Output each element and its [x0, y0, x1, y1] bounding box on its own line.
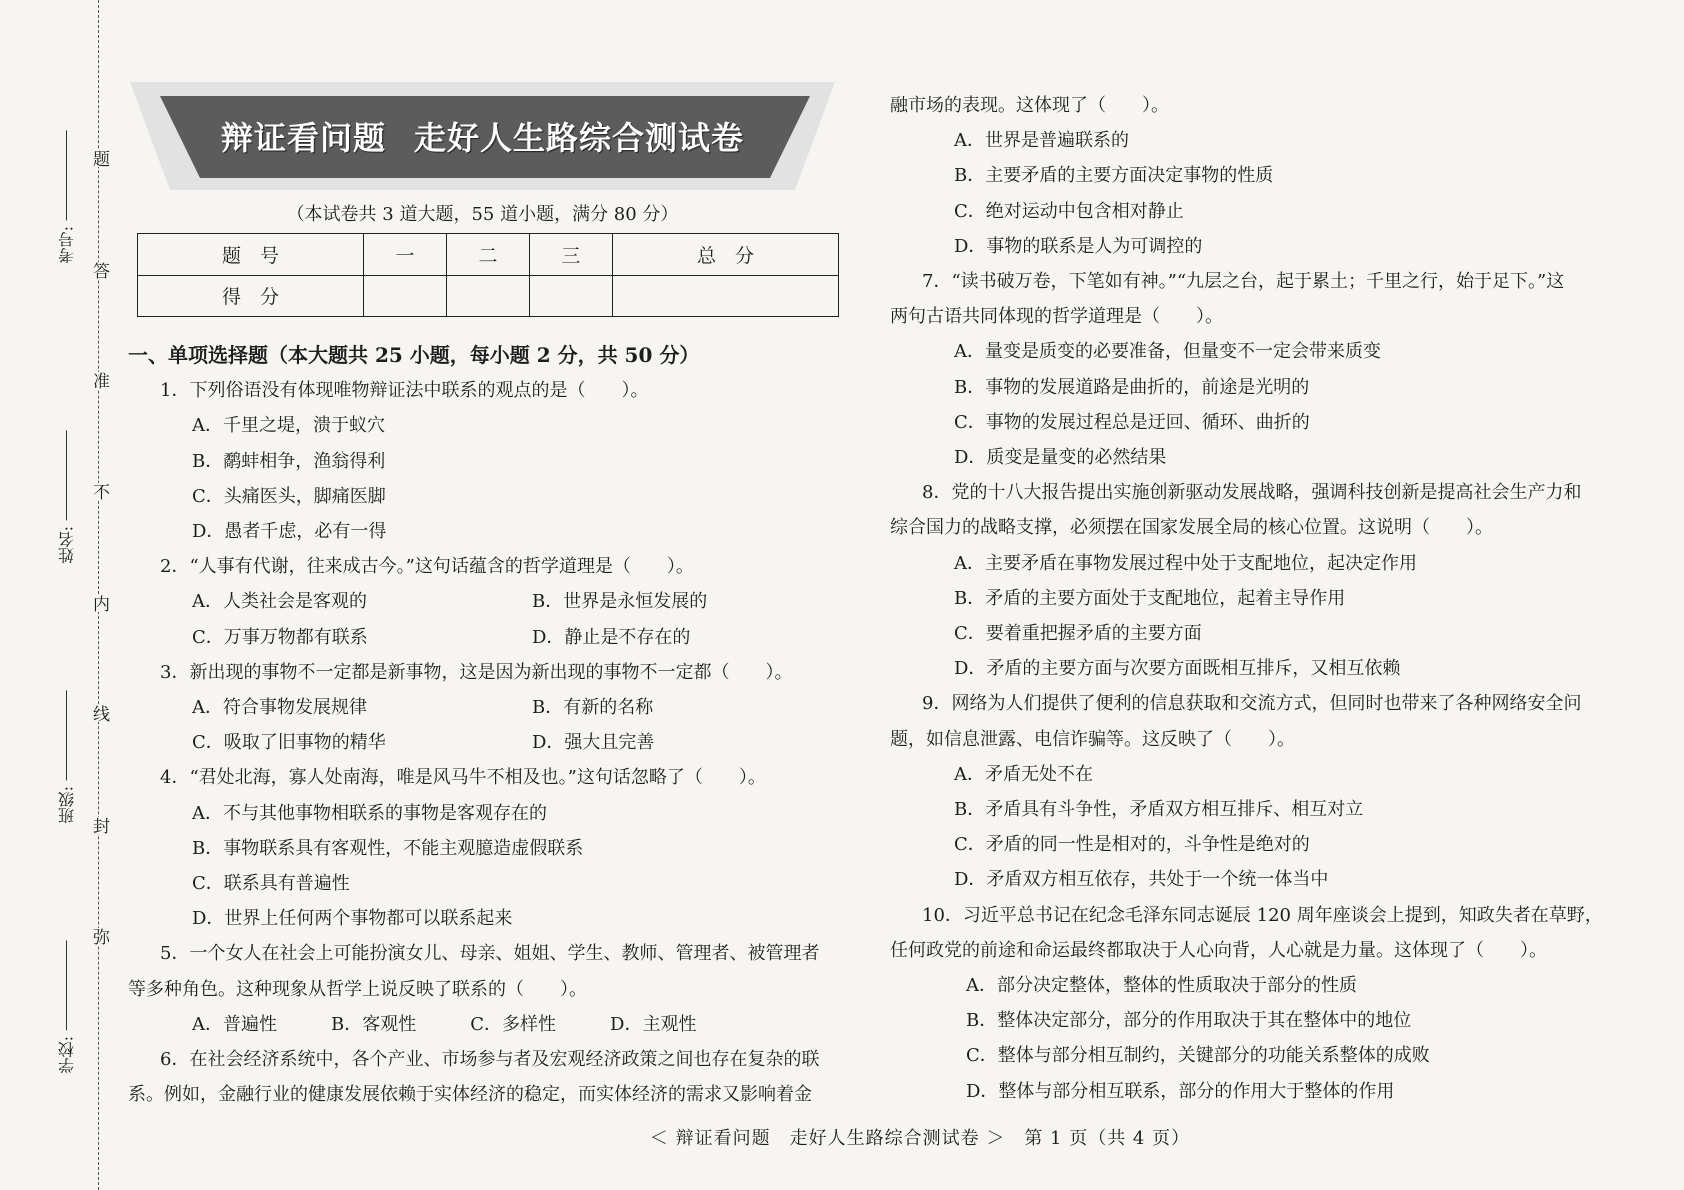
option: A．部分决定整体，整体的性质取决于部分的性质 [966, 975, 1357, 997]
option: D．主观性 [610, 1013, 697, 1035]
option: C．多样性 [470, 1013, 557, 1035]
cut-char: 题 [89, 150, 109, 167]
option: C．整体与部分相互制约，关键部分的功能关系整体的成败 [966, 1045, 1430, 1067]
option: B．鹬蚌相争，渔翁得利 [192, 450, 386, 472]
question-cont: 等多种角色。这种现象从哲学上说反映了联系的（ ）。 [128, 978, 587, 1000]
score-header: 三 [529, 234, 612, 276]
option: B．事物联系具有客观性，不能主观臆造虚假联系 [192, 837, 584, 859]
question-cont: 综合国力的战略支撑，必须摆在国家发展全局的核心位置。这说明（ ）。 [890, 517, 1493, 539]
option-row [128, 690, 848, 725]
option-row [128, 620, 848, 655]
option: C．矛盾的同一性是相对的，斗争性是绝对的 [954, 834, 1310, 856]
title-part: 辩证看问题 [220, 119, 386, 157]
option: D．质变是量变的必然结果 [954, 447, 1167, 469]
score-header: 二 [447, 234, 530, 276]
cut-char: 封 [89, 817, 109, 834]
question: 8．党的十八大报告提出实施创新驱动发展战略，强调科技创新是提高社会生产力和 [922, 482, 1582, 504]
score-table [137, 233, 839, 317]
option: C．要着重把握矛盾的主要方面 [954, 623, 1202, 645]
title-part: 走好人生路综合测试卷 [414, 119, 745, 157]
exam-note: （本试卷共 3 道大题，55 道小题，满分 80 分） [286, 204, 679, 225]
option: C．头痛医头，脚痛医脚 [192, 485, 386, 507]
option: A．矛盾无处不在 [954, 763, 1093, 785]
school-field[interactable] [54, 940, 80, 1073]
binding-margin [0, 0, 120, 1190]
option: D．矛盾的主要方面与次要方面既相互排斥，又相互依赖 [954, 658, 1401, 680]
option: D．强大且完善 [532, 732, 655, 754]
option: D．矛盾双方相互依存，共处于一个统一体当中 [954, 869, 1329, 891]
option: D．静止是不存在的 [532, 626, 691, 648]
option: A．量变是质变的必要准备，但量变不一定会带来质变 [954, 341, 1381, 363]
option: B．有新的名称 [532, 697, 654, 719]
option: A．符合事物发展规律 [192, 697, 367, 719]
field-label: 班级: [57, 786, 77, 824]
option-row [128, 725, 848, 760]
class-field[interactable] [54, 690, 80, 823]
score-cell[interactable] [612, 275, 838, 317]
question-cont: 任何政党的前途和命运最终都取决于人心向背，人心就是力量。这体现了（ ）。 [890, 939, 1547, 961]
option: D．愚者千虑，必有一得 [192, 521, 387, 543]
question-cont: 融市场的表现。这体现了（ ）。 [890, 95, 1169, 116]
option: C．事物的发展过程总是迂回、循环、曲折的 [954, 411, 1310, 433]
option: B．世界是永恒发展的 [532, 591, 708, 613]
page-footer: ＜ 辩证看问题 走好人生路综合测试卷 ＞ 第 1 页（共 4 页） [649, 1128, 1191, 1149]
question: 2．“人事有代谢，往来成古今。”这句话蕴含的哲学道理是（ ）。 [160, 556, 694, 578]
cut-char: 内 [89, 595, 109, 612]
option: D．整体与部分相互联系，部分的作用大于整体的作用 [966, 1080, 1395, 1102]
option: A．千里之堤，溃于蚁穴 [192, 415, 385, 437]
left-column [128, 338, 848, 1112]
option: B．矛盾的主要方面处于支配地位，起着主导作用 [954, 587, 1346, 609]
option: A．不与其他事物相联系的事物是客观存在的 [192, 802, 547, 824]
field-label: 学校: [57, 1036, 77, 1074]
option: B．整体决定部分，部分的作用取决于其在整体中的地位 [966, 1010, 1412, 1032]
question: 5．一个女人在社会上可能扮演女儿、母亲、姐姐、学生、教师、管理者、被管理者 [160, 943, 820, 965]
right-column [890, 88, 1670, 1109]
score-label: 得 分 [138, 275, 364, 317]
question: 1．下列俗语没有体现唯物辩证法中联系的观点的是（ ）。 [160, 380, 649, 402]
score-cell[interactable] [364, 275, 447, 317]
section-heading: 一、单项选择题（本大题共 25 小题，每小题 2 分，共 50 分） [128, 343, 700, 367]
option-row [128, 1007, 848, 1042]
field-label: 考号: [57, 226, 77, 264]
question-cont: 两句古语共同体现的哲学道理是（ ）。 [890, 306, 1223, 328]
student-id-field[interactable] [54, 130, 80, 263]
cut-char: 答 [89, 262, 109, 279]
score-header: 一 [364, 234, 447, 276]
question: 9．网络为人们提供了便利的信息获取和交流方式，但同时也带来了各种网络安全问 [922, 693, 1582, 715]
cut-char: 不 [89, 483, 109, 500]
question: 3．新出现的事物不一定都是新事物，这是因为新出现的事物不一定都（ ）。 [160, 661, 793, 683]
option-row [128, 584, 848, 619]
question: 10．习近平总书记在纪念毛泽东同志诞辰 120 周年座谈会上提到，知政失者在草野， [922, 904, 1603, 926]
option: A．人类社会是客观的 [192, 591, 367, 613]
option: B．主要矛盾的主要方面决定事物的性质 [954, 165, 1274, 187]
question: 7．“读书破万卷，下笔如有神。”“九层之台，起于累土；千里之行，始于足下。”这 [922, 271, 1565, 293]
title-banner [130, 82, 835, 190]
option: A．普遍性 [192, 1013, 277, 1035]
option: B．事物的发展道路是曲折的，前途是光明的 [954, 376, 1310, 398]
score-cell[interactable] [529, 275, 612, 317]
option: A．世界是普遍联系的 [954, 130, 1129, 152]
score-cell[interactable] [447, 275, 530, 317]
score-header: 总 分 [612, 234, 838, 276]
question: 6．在社会经济系统中，各个产业、市场参与者及宏观经济政策之间也存在复杂的联 [160, 1049, 820, 1071]
page-title [130, 82, 835, 190]
field-label: 姓名: [57, 526, 77, 564]
option: D．事物的联系是人为可调控的 [954, 235, 1203, 257]
option: B．矛盾具有斗争性，矛盾双方相互排斥、相互对立 [954, 799, 1364, 821]
score-header: 题 号 [138, 234, 364, 276]
option: B．客观性 [331, 1013, 417, 1035]
question: 4．“君处北海，寡人处南海，唯是风马牛不相及也。”这句话忽略了（ ）。 [160, 767, 766, 789]
option: C．绝对运动中包含相对静止 [954, 200, 1184, 222]
option: C．吸取了旧事物的精华 [192, 732, 386, 754]
student-name-field[interactable] [54, 430, 80, 563]
option: C．万事万物都有联系 [192, 626, 368, 648]
option: A．主要矛盾在事物发展过程中处于支配地位，起决定作用 [954, 552, 1417, 574]
question-cont: 系。例如，金融行业的健康发展依赖于实体经济的稳定，而实体经济的需求又影响着金 [128, 1084, 812, 1106]
option: D．世界上任何两个事物都可以联系起来 [192, 908, 513, 930]
question-cont: 题，如信息泄露、电信诈骗等。这反映了（ ）。 [890, 728, 1295, 750]
option: C．联系具有普遍性 [192, 873, 350, 895]
cut-char: 弥 [89, 928, 109, 945]
cut-char: 线 [89, 705, 109, 722]
cut-char: 准 [89, 372, 109, 389]
